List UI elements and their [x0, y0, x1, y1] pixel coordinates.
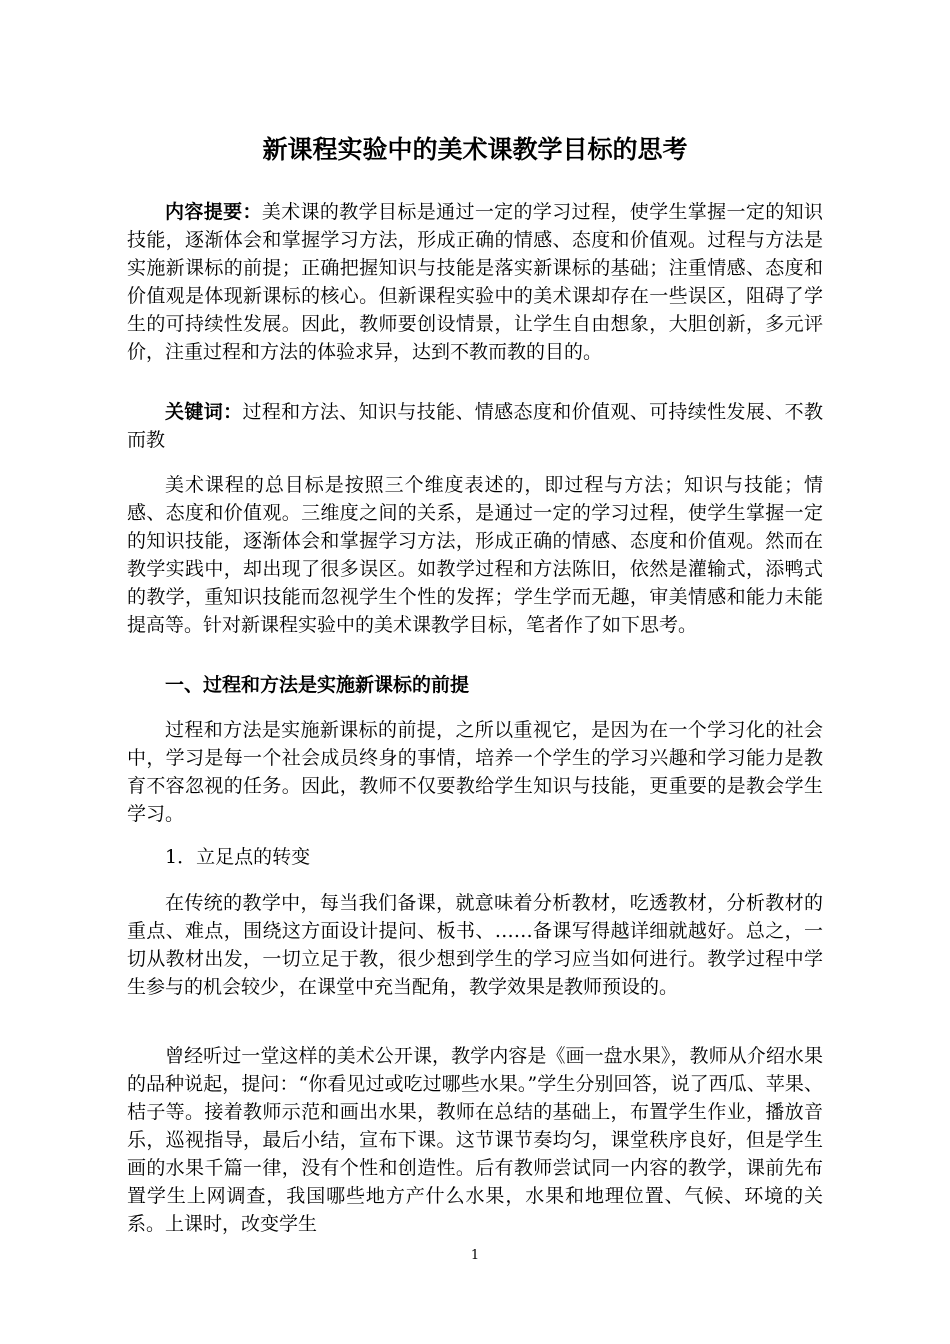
- keywords-paragraph: [127, 398, 823, 454]
- keywords-text: 过程和方法、知识与技能、情感态度和价值观、可持续性发展、不教而教: [127, 401, 823, 451]
- section-1-paragraph: 过程和方法是实施新课标的前提，之所以重视它，是因为在一个学习化的社会中，学习是每一个社会成员终身的事情，培养一个学生的学习兴趣和学习能力是教育不容忽视的任务。因此，教师不仅要教给学生知识与技能，更重要的是教会学生学习。: [127, 719, 823, 825]
- intro-paragraph: 美术课程的总目标是按照三个维度表述的，即过程与方法；知识与技能；情感、态度和价值观。三维度之间的关系，是通过一定的学习过程，使学生掌握一定的知识技能，逐渐体会和掌握学习方法，形成正确的情感、态度和价值观。然而在教学实践中，却出现了很多误区。如教学过程和方法陈旧，依然是灌输式，添鸭式的教学，重知识技能而忽视学生个性的发挥；学生学而无趣，审美情感和能力未能提高等。针对新课程实验中的美术课教学目标，笔者作了如下思考。: [127, 474, 823, 636]
- abstract-paragraph: [127, 198, 823, 366]
- abstract-label: 内容提要：: [165, 201, 262, 223]
- subsection-1-paragraph-2: 曾经听过一堂这样的美术公开课，教学内容是《画一盘水果》，教师从介绍水果的品种说起，提问：“你看见过或吃过哪些水果。”学生分别回答，说了西瓜、苹果、桔子等。接着教师示范和画出水果，教师在总结的基础上，布置学生作业，播放音乐，巡视指导，最后小结，宣布下课。这节课节奏均匀，课堂秩序良好，但是学生画的水果千篇一律，没有个性和创造性。后有教师尝试同一内容的教学，课前先布置学生上网调查，我国哪些地方产什么水果，水果和地理位置、气候、环境的关系。上课时，改变学生: [127, 1045, 823, 1235]
- keywords-label: 关键词：: [165, 401, 243, 423]
- subsection-1-paragraph-1: 在传统的教学中，每当我们备课，就意味着分析教材，吃透教材，分析教材的重点、难点，围绕这方面设计提问、板书、……备课写得越详细就越好。总之，一切从教材出发，一切立足于教，很少想到学生的学习应当如何进行。教学过程中学生参与的机会较少，在课堂中充当配角，教学效果是教师预设的。: [127, 892, 823, 998]
- abstract-text: 美术课的教学目标是通过一定的学习过程，使学生掌握一定的知识技能，逐渐体会和掌握学习方法，形成正确的情感、态度和价值观。过程与方法是实施新课标的前提；正确把握知识与技能是落实新课标的基础；注重情感、态度和价值观是体现新课标的核心。但新课程实验中的美术课却存在一些误区，阻碍了学生的可持续性发展。因此，教师要创设情景，让学生自由想象，大胆创新，多元评价，注重过程和方法的体验求异，达到不教而教的目的。: [127, 201, 823, 363]
- section-heading-1: 一、过程和方法是实施新课标的前提: [165, 674, 470, 696]
- document-title: 新课程实验中的美术课教学目标的思考: [262, 135, 688, 164]
- subsection-heading-1: 1．立足点的转变: [165, 846, 311, 868]
- page-number: 1: [470, 1248, 480, 1263]
